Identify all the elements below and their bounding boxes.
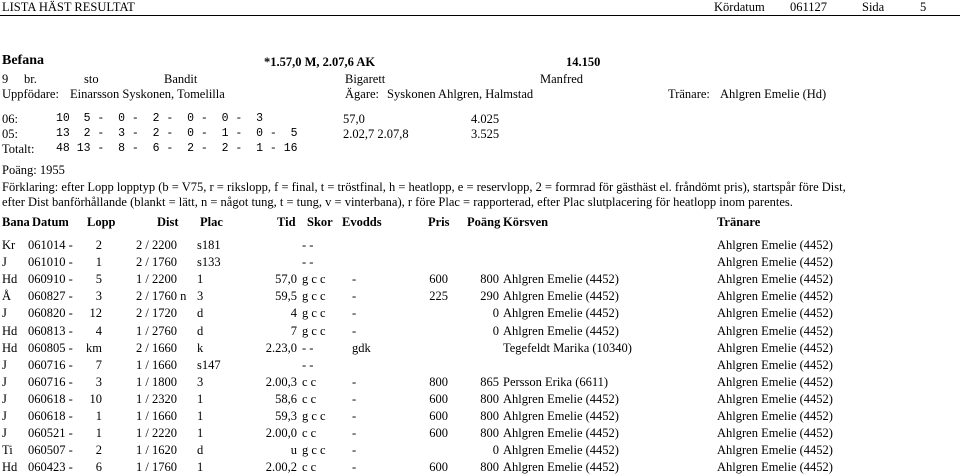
cell-pris: 600	[429, 272, 448, 287]
cell-korsven: Ahlgren Emelie (4452)	[503, 409, 619, 423]
cell-poang: 800	[480, 409, 499, 423]
col-poang: Poäng	[467, 215, 501, 229]
cell-evodds: -	[352, 443, 357, 458]
table-row	[0, 392, 960, 408]
cell-plac: 1	[197, 426, 204, 441]
cell-lopp: 1	[95, 409, 102, 423]
cell-plac: d	[197, 323, 204, 338]
cell-poang: 800	[480, 460, 499, 475]
table-row	[0, 272, 960, 288]
col-dist: Dist	[157, 215, 179, 229]
cell-datum: 060716 -	[28, 357, 73, 372]
cell-bana: Hd	[2, 272, 18, 287]
cell-evodds: -	[352, 391, 357, 406]
table-row	[0, 443, 960, 459]
cell-lopp: km	[86, 340, 102, 355]
cell-dist: 1 / 2220	[136, 426, 177, 441]
cell-bana: J	[2, 255, 7, 270]
cell-tid: 59,3	[275, 409, 297, 423]
table-row	[0, 375, 960, 391]
cell-tranare: Ahlgren Emelie (4452)	[717, 255, 833, 270]
cell-evodds: -	[352, 460, 357, 475]
report-title: LISTA HÄST RESULTAT	[2, 0, 135, 14]
horse-record: *1.57,0 M, 2.07,6 AK	[264, 55, 376, 69]
cell-skor: c c	[302, 426, 317, 441]
cell-tranare: Ahlgren Emelie (4452)	[717, 443, 833, 458]
cell-plac: 3	[197, 289, 204, 304]
cell-skor: c c	[302, 374, 317, 389]
cell-lopp: 2	[95, 238, 102, 252]
cell-korsven: Persson Erika (6611)	[503, 374, 609, 389]
cell-korsven: Ahlgren Emelie (4452)	[503, 289, 619, 304]
cell-tid: 2.00,3	[265, 374, 297, 389]
horse-dam: Bigarett	[345, 72, 386, 86]
cell-plac: 3	[197, 374, 204, 389]
cell-lopp: 10	[89, 391, 102, 406]
cell-korsven: Ahlgren Emelie (4452)	[503, 426, 619, 441]
cell-skor: c c	[302, 391, 317, 406]
cell-bana: Å	[2, 289, 12, 304]
stats-values: 13 2 - 3 - 2 - 0 - 1 - 0 - 5	[56, 127, 298, 140]
cell-dist: 1 / 1660	[136, 357, 177, 372]
cell-bana: Hd	[2, 340, 18, 355]
stats-label: 05:	[2, 127, 18, 141]
cell-tid: 2.00,0	[265, 426, 297, 441]
stats-values: 10 5 - 0 - 2 - 0 - 0 - 3	[56, 112, 264, 125]
cell-korsven: Ahlgren Emelie (4452)	[503, 443, 619, 458]
cell-dist: 2 / 1760	[136, 255, 177, 270]
cell-korsven: Ahlgren Emelie (4452)	[503, 272, 619, 287]
cell-skor: g c c	[302, 306, 326, 321]
cell-evodds: gdk	[352, 340, 371, 355]
cell-evodds: -	[352, 306, 357, 321]
stats-money: 3.525	[471, 127, 500, 141]
cell-dist: 2 / 1720	[136, 306, 177, 321]
cell-poang: 290	[480, 289, 499, 304]
cell-tid: 4	[290, 306, 297, 321]
table-row	[0, 238, 960, 254]
cell-datum: 061010 -	[28, 255, 73, 270]
cell-skor: g c c	[302, 289, 326, 304]
cell-datum: 060716 -	[28, 374, 73, 389]
cell-poang: 0	[492, 443, 499, 458]
col-evodds: Evodds	[342, 215, 382, 229]
cell-pris: 225	[429, 289, 448, 304]
col-pris: Pris	[428, 215, 450, 229]
cell-plac: 1	[197, 272, 204, 287]
cell-bana: Hd	[2, 323, 18, 338]
cell-bana: Ti	[2, 443, 13, 458]
cell-lopp: 3	[95, 289, 102, 304]
cell-datum: 060618 -	[28, 409, 73, 423]
horse-earnings: 14.150	[566, 55, 601, 69]
cell-datum: 060423 -	[28, 460, 73, 475]
cell-plac: d	[197, 306, 204, 321]
cell-dist: 1 / 1800	[136, 374, 177, 389]
cell-pris: 600	[429, 460, 448, 475]
cell-bana: J	[2, 306, 7, 321]
cell-skor: - -	[302, 340, 314, 355]
cell-skor: g c c	[302, 409, 326, 423]
cell-tranare: Ahlgren Emelie (4452)	[717, 323, 833, 338]
table-row	[0, 255, 960, 271]
cell-dist: 1 / 2200	[136, 272, 177, 287]
cell-skor: - -	[302, 357, 314, 372]
horse-age-unit: br.	[24, 72, 37, 86]
cell-tid: 2.00,2	[265, 460, 297, 475]
cell-tranare: Ahlgren Emelie (4452)	[717, 409, 833, 423]
cell-skor: - -	[302, 255, 314, 270]
table-row	[0, 409, 960, 425]
trainer-label: Tränare:	[668, 87, 710, 101]
cell-tranare: Ahlgren Emelie (4452)	[717, 289, 833, 304]
horse-age: 9	[2, 72, 9, 86]
cell-tid: 2.23,0	[265, 340, 297, 355]
cell-tranare: Ahlgren Emelie (4452)	[717, 238, 833, 252]
cell-dist: 1 / 1660	[136, 409, 177, 423]
cell-datum: 060805 -	[28, 340, 73, 355]
cell-evodds: -	[352, 272, 357, 287]
stats-money: 4.025	[471, 112, 500, 126]
cell-plac: 1	[197, 460, 204, 475]
col-plac: Plac	[200, 215, 223, 229]
horse-name: Befana	[2, 53, 44, 68]
cell-tid: 57,0	[275, 272, 297, 287]
cell-tid: 59,5	[275, 289, 297, 304]
cell-bana: J	[2, 409, 7, 423]
cell-korsven: Ahlgren Emelie (4452)	[503, 323, 619, 338]
cell-dist: 1 / 1760	[136, 460, 177, 475]
cell-bana: Kr	[2, 238, 16, 252]
table-row	[0, 289, 960, 305]
cell-tranare: Ahlgren Emelie (4452)	[717, 374, 833, 389]
cell-poang: 0	[492, 306, 499, 321]
cell-tranare: Ahlgren Emelie (4452)	[717, 272, 833, 287]
col-tid: Tid	[277, 215, 296, 229]
cell-tranare: Ahlgren Emelie (4452)	[717, 460, 833, 475]
cell-korsven: Ahlgren Emelie (4452)	[503, 460, 619, 475]
cell-lopp: 12	[89, 306, 102, 321]
cell-pris: 600	[429, 409, 448, 423]
cell-tranare: Ahlgren Emelie (4452)	[717, 426, 833, 441]
cell-plac: d	[197, 443, 204, 458]
stats-time: 57,0	[343, 112, 365, 126]
cell-dist: 2 / 2200	[136, 238, 177, 252]
stats-label: 06:	[2, 112, 18, 126]
table-row	[0, 358, 960, 374]
cell-dist: 2 / 1660	[136, 340, 177, 355]
cell-lopp: 2	[95, 443, 102, 458]
cell-skor: - -	[302, 238, 314, 252]
cell-korsven: Ahlgren Emelie (4452)	[503, 391, 619, 406]
cell-tranare: Ahlgren Emelie (4452)	[717, 306, 833, 321]
cell-pris: 600	[429, 426, 448, 441]
cell-plac: s147	[197, 357, 221, 372]
cell-pris: 600	[429, 391, 448, 406]
col-lopp: Lopp	[87, 215, 116, 229]
stats-time: 2.02,7 2.07,8	[343, 127, 409, 141]
cell-plac: s133	[197, 255, 221, 270]
cell-dist: 2 / 1760 n	[136, 289, 187, 304]
cell-tid: u	[290, 443, 297, 458]
cell-tranare: Ahlgren Emelie (4452)	[717, 340, 833, 355]
cell-bana: J	[2, 374, 7, 389]
date-label: Kördatum	[714, 0, 765, 14]
cell-lopp: 7	[95, 357, 102, 372]
cell-lopp: 1	[95, 255, 102, 270]
explanation-line: Förklaring: efter Lopp lopptyp (b = V75, r = rikslopp, f = final, t = tröstfinal, h = heatlopp, e = reservlopp, 2 = formrad för gästhäst el. fråndömt pris), startspår före Dist,	[2, 180, 846, 194]
cell-datum: 060910 -	[28, 272, 73, 287]
col-korsven: Körsven	[503, 215, 549, 229]
breeder-label: Uppfödare:	[2, 87, 59, 101]
col-tranare: Tränare	[717, 215, 761, 229]
cell-plac: 1	[197, 409, 204, 423]
cell-lopp: 3	[95, 374, 102, 389]
cell-bana: J	[2, 357, 7, 372]
cell-lopp: 5	[95, 272, 102, 287]
horse-damsire: Manfred	[540, 72, 584, 86]
cell-skor: g c c	[302, 272, 326, 287]
cell-poang: 0	[492, 323, 499, 338]
horse-sex: sto	[84, 72, 99, 86]
cell-lopp: 6	[95, 460, 102, 475]
owner: Syskonen Ahlgren, Halmstad	[387, 87, 534, 101]
cell-dist: 1 / 2320	[136, 391, 177, 406]
cell-datum: 061014 -	[28, 238, 73, 252]
cell-evodds: -	[352, 374, 357, 389]
table-row	[0, 341, 960, 357]
explanation-line: efter Dist banförhållande (blankt = lätt, n = något tung, t = tung, v = vinterbana), r före Plac = rapporterad, efter Plac slutplacering för heatlopp inom parentes.	[2, 195, 793, 209]
report-header-bar	[0, 0, 960, 16]
page-value: 5	[920, 0, 927, 14]
cell-poang: 865	[480, 374, 499, 389]
col-bana: Bana	[2, 215, 30, 229]
date-value: 061127	[790, 0, 828, 14]
cell-datum: 060521 -	[28, 426, 73, 441]
owner-label: Ägare:	[345, 87, 380, 101]
cell-skor: g c c	[302, 323, 326, 338]
horse-sire: Bandit	[164, 72, 198, 86]
cell-korsven: Ahlgren Emelie (4452)	[503, 306, 619, 321]
cell-bana: J	[2, 426, 7, 441]
table-row	[0, 426, 960, 442]
cell-evodds: -	[352, 289, 357, 304]
trainer: Ahlgren Emelie (Hd)	[720, 87, 827, 101]
cell-korsven: Tegefeldt Marika (10340)	[503, 340, 632, 355]
cell-dist: 1 / 2760	[136, 323, 177, 338]
points: Poäng: 1955	[2, 163, 65, 177]
cell-pris: 800	[429, 374, 448, 389]
cell-poang: 800	[480, 426, 499, 441]
col-datum: Datum	[32, 215, 69, 229]
cell-bana: Hd	[2, 460, 18, 475]
cell-plac: 1	[197, 391, 204, 406]
cell-evodds: -	[352, 426, 357, 441]
table-header	[0, 215, 960, 231]
cell-skor: g c c	[302, 443, 326, 458]
cell-skor: c c	[302, 460, 317, 475]
cell-tid: 7	[290, 323, 297, 338]
cell-tid: 58,6	[275, 391, 297, 406]
cell-plac: k	[197, 340, 204, 355]
cell-datum: 060507 -	[28, 443, 73, 458]
cell-dist: 1 / 1620	[136, 443, 177, 458]
breeder: Einarsson Syskonen, Tomelilla	[70, 87, 225, 101]
cell-bana: J	[2, 391, 7, 406]
col-skor: Skor	[307, 215, 333, 229]
cell-lopp: 1	[95, 426, 102, 441]
cell-tranare: Ahlgren Emelie (4452)	[717, 391, 833, 406]
stats-label: Totalt:	[2, 142, 35, 156]
cell-tranare: Ahlgren Emelie (4452)	[717, 357, 833, 372]
cell-datum: 060618 -	[28, 391, 73, 406]
table-row	[0, 324, 960, 340]
cell-evodds: -	[352, 323, 357, 338]
cell-evodds: -	[352, 409, 357, 423]
cell-poang: 800	[480, 272, 499, 287]
cell-plac: s181	[197, 238, 221, 252]
cell-poang: 800	[480, 391, 499, 406]
table-row	[0, 306, 960, 322]
page-label: Sida	[862, 0, 885, 14]
stats-values: 48 13 - 8 - 6 - 2 - 2 - 1 - 16	[56, 142, 298, 155]
cell-datum: 060827 -	[28, 289, 73, 304]
cell-lopp: 4	[95, 323, 102, 338]
cell-datum: 060813 -	[28, 323, 73, 338]
cell-datum: 060820 -	[28, 306, 73, 321]
